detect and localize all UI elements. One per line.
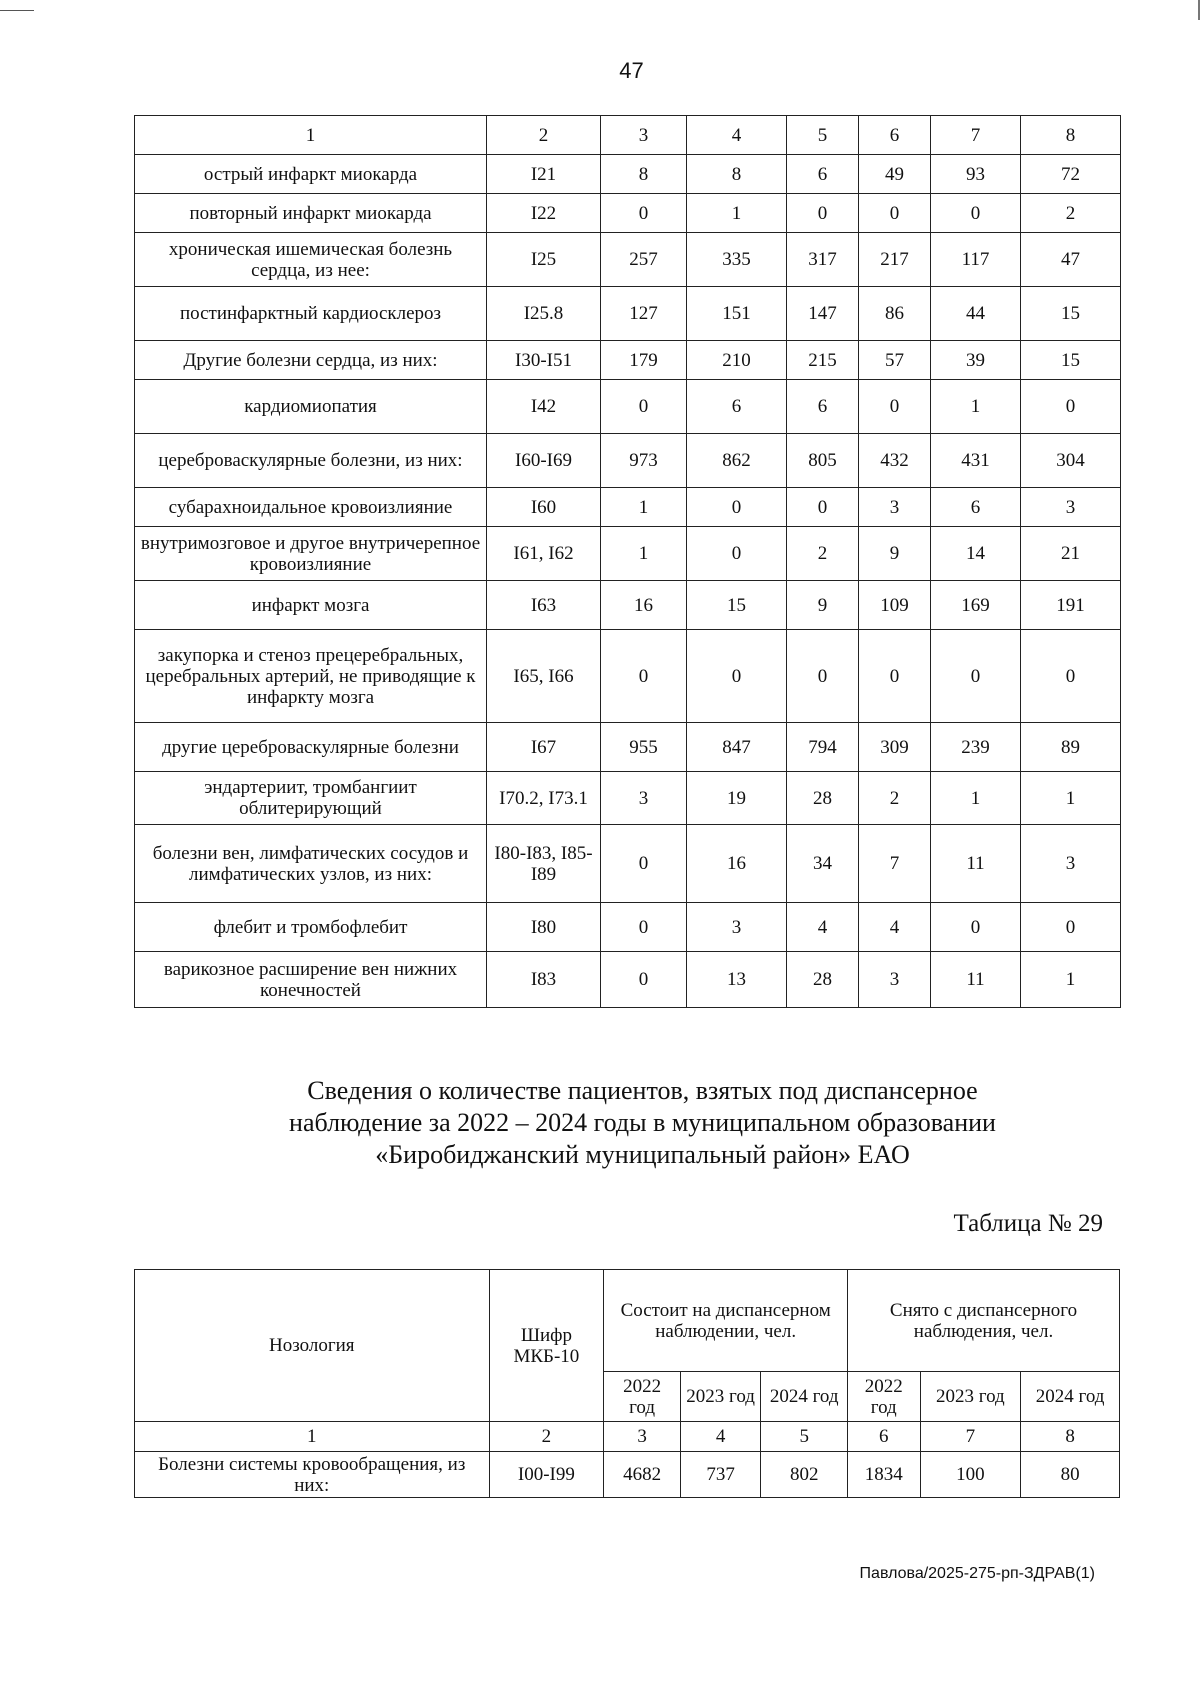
cell-icd-code: I60 [487, 488, 601, 527]
header-year: 2022 год [604, 1372, 681, 1422]
cell-nosology: хроническая ишемическая болезнь сердца, из нее: [135, 233, 487, 287]
cell-nosology: флебит и тромбофлебит [135, 903, 487, 952]
cell-value: 57 [859, 341, 931, 380]
cell-value: 3 [859, 488, 931, 527]
cell-value: 2 [859, 772, 931, 825]
cell-value: 239 [931, 723, 1021, 772]
header-year: 2024 год [1021, 1372, 1120, 1422]
column-number: 2 [487, 116, 601, 155]
cell-value: 2 [1021, 194, 1121, 233]
column-number: 6 [859, 116, 931, 155]
cell-value: 0 [1021, 903, 1121, 952]
table-row [135, 527, 1121, 581]
cell-value: 44 [931, 287, 1021, 341]
cell-value: 0 [601, 194, 687, 233]
cell-value: 309 [859, 723, 931, 772]
cell-icd-code: I42 [487, 380, 601, 434]
table-row [135, 434, 1121, 488]
section-title [190, 1075, 1095, 1171]
cell-value: 973 [601, 434, 687, 488]
cell-value: 0 [1021, 630, 1121, 723]
cell-value: 802 [761, 1452, 848, 1498]
cell-value: 86 [859, 287, 931, 341]
cell-value: 6 [787, 380, 859, 434]
cell-value: 100 [920, 1452, 1021, 1498]
cell-value: 215 [787, 341, 859, 380]
cell-nosology: цереброваскулярные болезни, из них: [135, 434, 487, 488]
cell-value: 3 [687, 903, 787, 952]
cell-value: 862 [687, 434, 787, 488]
cell-value: 1 [687, 194, 787, 233]
cell-value: 3 [1021, 488, 1121, 527]
column-number: 7 [931, 116, 1021, 155]
header-year: 2023 год [920, 1372, 1021, 1422]
cell-value: 34 [787, 825, 859, 903]
cell-icd-code: I61, I62 [487, 527, 601, 581]
cell-value: 89 [1021, 723, 1121, 772]
cell-icd-code: I21 [487, 155, 601, 194]
column-number: 3 [604, 1422, 681, 1452]
section-title-line: «Биробиджанский муниципальный район» ЕАО [375, 1140, 910, 1169]
table-row [135, 488, 1121, 527]
cell-value: 1834 [848, 1452, 921, 1498]
cell-value: 0 [859, 380, 931, 434]
cell-value: 1 [1021, 772, 1121, 825]
header-nosology: Нозология [135, 1270, 490, 1422]
cell-value: 4682 [604, 1452, 681, 1498]
cell-value: 0 [859, 630, 931, 723]
table-row [135, 723, 1121, 772]
cell-value: 257 [601, 233, 687, 287]
cell-value: 9 [859, 527, 931, 581]
cell-value: 6 [687, 380, 787, 434]
cell-nosology: повторный инфаркт миокарда [135, 194, 487, 233]
cell-value: 210 [687, 341, 787, 380]
table-row [135, 155, 1121, 194]
cell-value: 7 [859, 825, 931, 903]
cell-nosology: острый инфаркт миокарда [135, 155, 487, 194]
cell-value: 21 [1021, 527, 1121, 581]
cell-value: 6 [787, 155, 859, 194]
cell-value: 3 [859, 952, 931, 1008]
cell-value: 217 [859, 233, 931, 287]
cell-value: 3 [601, 772, 687, 825]
cell-value: 1 [601, 488, 687, 527]
cell-value: 0 [601, 903, 687, 952]
cell-value: 794 [787, 723, 859, 772]
cell-value: 0 [687, 488, 787, 527]
column-number: 1 [135, 116, 487, 155]
cell-value: 80 [1021, 1452, 1120, 1498]
cell-value: 109 [859, 581, 931, 630]
cell-value: 737 [680, 1452, 761, 1498]
cell-value: 1 [931, 380, 1021, 434]
cell-value: 72 [1021, 155, 1121, 194]
section-title-line: наблюдение за 2022 – 2024 годы в муниципальном образовании [289, 1108, 996, 1137]
table-row [135, 630, 1121, 723]
cell-value: 39 [931, 341, 1021, 380]
table-row [135, 287, 1121, 341]
cell-value: 0 [687, 527, 787, 581]
table-row [135, 380, 1121, 434]
cell-value: 28 [787, 952, 859, 1008]
cell-value: 0 [931, 630, 1021, 723]
cell-value: 6 [931, 488, 1021, 527]
cell-nosology: кардиомиопатия [135, 380, 487, 434]
cell-icd-code: I22 [487, 194, 601, 233]
cell-value: 1 [1021, 952, 1121, 1008]
table-row [135, 581, 1121, 630]
cell-value: 16 [687, 825, 787, 903]
cell-value: 0 [601, 380, 687, 434]
column-number: 5 [787, 116, 859, 155]
cell-nosology: инфаркт мозга [135, 581, 487, 630]
cell-value: 847 [687, 723, 787, 772]
cell-value: 1 [601, 527, 687, 581]
cell-value: 14 [931, 527, 1021, 581]
cell-nosology: Болезни системы кровообращения, из них: [135, 1452, 490, 1498]
cell-nosology: закупорка и стеноз прецеребральных, церебральных артерий, не приводящие к инфаркту мозга [135, 630, 487, 723]
cardio-stats-table-continued [134, 115, 1121, 1008]
cell-value: 11 [931, 952, 1021, 1008]
cell-value: 179 [601, 341, 687, 380]
cell-value: 0 [601, 630, 687, 723]
cell-value: 304 [1021, 434, 1121, 488]
cell-value: 127 [601, 287, 687, 341]
column-number: 8 [1021, 116, 1121, 155]
cell-value: 3 [1021, 825, 1121, 903]
cell-nosology: Другие болезни сердца, из них: [135, 341, 487, 380]
header-registered-group: Состоит на диспансерном наблюдении, чел. [604, 1270, 848, 1372]
column-number: 2 [489, 1422, 604, 1452]
column-number: 8 [1021, 1422, 1120, 1452]
header-year: 2023 год [680, 1372, 761, 1422]
cell-value: 335 [687, 233, 787, 287]
column-number: 4 [687, 116, 787, 155]
cell-icd-code: I65, I66 [487, 630, 601, 723]
cell-nosology: постинфарктный кардиосклероз [135, 287, 487, 341]
cell-value: 11 [931, 825, 1021, 903]
table-row [135, 825, 1121, 903]
dispensary-observation-table [134, 1269, 1120, 1498]
cell-value: 0 [787, 488, 859, 527]
cell-icd-code: I00-I99 [489, 1452, 604, 1498]
cell-value: 93 [931, 155, 1021, 194]
cell-value: 432 [859, 434, 931, 488]
cell-value: 0 [601, 952, 687, 1008]
cell-value: 0 [787, 630, 859, 723]
cell-value: 0 [859, 194, 931, 233]
cell-value: 805 [787, 434, 859, 488]
cell-nosology: другие цереброваскулярные болезни [135, 723, 487, 772]
cell-value: 16 [601, 581, 687, 630]
cell-value: 15 [1021, 341, 1121, 380]
column-number: 7 [920, 1422, 1021, 1452]
cell-nosology: болезни вен, лимфатических сосудов и лимфатических узлов, из них: [135, 825, 487, 903]
column-number: 1 [135, 1422, 490, 1452]
table-row [135, 952, 1121, 1008]
cell-value: 191 [1021, 581, 1121, 630]
cell-nosology: внутримозговое и другое внутричерепное кровоизлияние [135, 527, 487, 581]
cell-icd-code: I60-I69 [487, 434, 601, 488]
cell-value: 0 [601, 825, 687, 903]
cell-value: 317 [787, 233, 859, 287]
cell-value: 9 [787, 581, 859, 630]
section-title-line: Сведения о количестве пациентов, взятых под диспансерное [307, 1076, 978, 1105]
cell-value: 0 [1021, 380, 1121, 434]
page-number: 47 [619, 58, 644, 83]
cell-value: 431 [931, 434, 1021, 488]
cell-value: 15 [1021, 287, 1121, 341]
cell-icd-code: I70.2, I73.1 [487, 772, 601, 825]
header-icd-code: Шифр МКБ-10 [489, 1270, 604, 1422]
cell-value: 169 [931, 581, 1021, 630]
cell-value: 0 [931, 903, 1021, 952]
cell-value: 49 [859, 155, 931, 194]
cell-value: 0 [931, 194, 1021, 233]
cell-value: 147 [787, 287, 859, 341]
table-row [135, 772, 1121, 825]
cell-icd-code: I25 [487, 233, 601, 287]
cell-value: 13 [687, 952, 787, 1008]
table-row [135, 233, 1121, 287]
cell-value: 4 [859, 903, 931, 952]
cell-value: 955 [601, 723, 687, 772]
table-row [135, 903, 1121, 952]
cell-icd-code: I80 [487, 903, 601, 952]
cell-value: 15 [687, 581, 787, 630]
cell-value: 0 [787, 194, 859, 233]
cell-icd-code: I30-I51 [487, 341, 601, 380]
header-year: 2022 год [848, 1372, 921, 1422]
cell-value: 19 [687, 772, 787, 825]
table-label: Таблица № 29 [953, 1210, 1103, 1237]
cell-value: 28 [787, 772, 859, 825]
cell-nosology: варикозное расширение вен нижних конечностей [135, 952, 487, 1008]
document-footer-reference: Павлова/2025-275-рп-ЗДРАВ(1) [859, 1565, 1095, 1582]
cell-icd-code: I83 [487, 952, 601, 1008]
table-row [135, 341, 1121, 380]
cell-value: 8 [601, 155, 687, 194]
cell-icd-code: I63 [487, 581, 601, 630]
column-number: 6 [848, 1422, 921, 1452]
table-row [135, 194, 1121, 233]
cell-value: 8 [687, 155, 787, 194]
header-removed-group: Снято с диспансерного наблюдения, чел. [848, 1270, 1120, 1372]
column-number: 3 [601, 116, 687, 155]
cell-icd-code: I80-I83, I85-I89 [487, 825, 601, 903]
header-year: 2024 год [761, 1372, 848, 1422]
cell-value: 47 [1021, 233, 1121, 287]
cell-value: 0 [687, 630, 787, 723]
scan-artifact-line [0, 10, 34, 11]
cell-value: 2 [787, 527, 859, 581]
cell-icd-code: I67 [487, 723, 601, 772]
cell-value: 1 [931, 772, 1021, 825]
cell-nosology: субарахноидальное кровоизлияние [135, 488, 487, 527]
column-number: 5 [761, 1422, 848, 1452]
cell-icd-code: I25.8 [487, 287, 601, 341]
cell-value: 151 [687, 287, 787, 341]
cell-nosology: эндартериит, тромбангиит облитерирующий [135, 772, 487, 825]
column-number: 4 [680, 1422, 761, 1452]
cell-value: 4 [787, 903, 859, 952]
cell-value: 117 [931, 233, 1021, 287]
